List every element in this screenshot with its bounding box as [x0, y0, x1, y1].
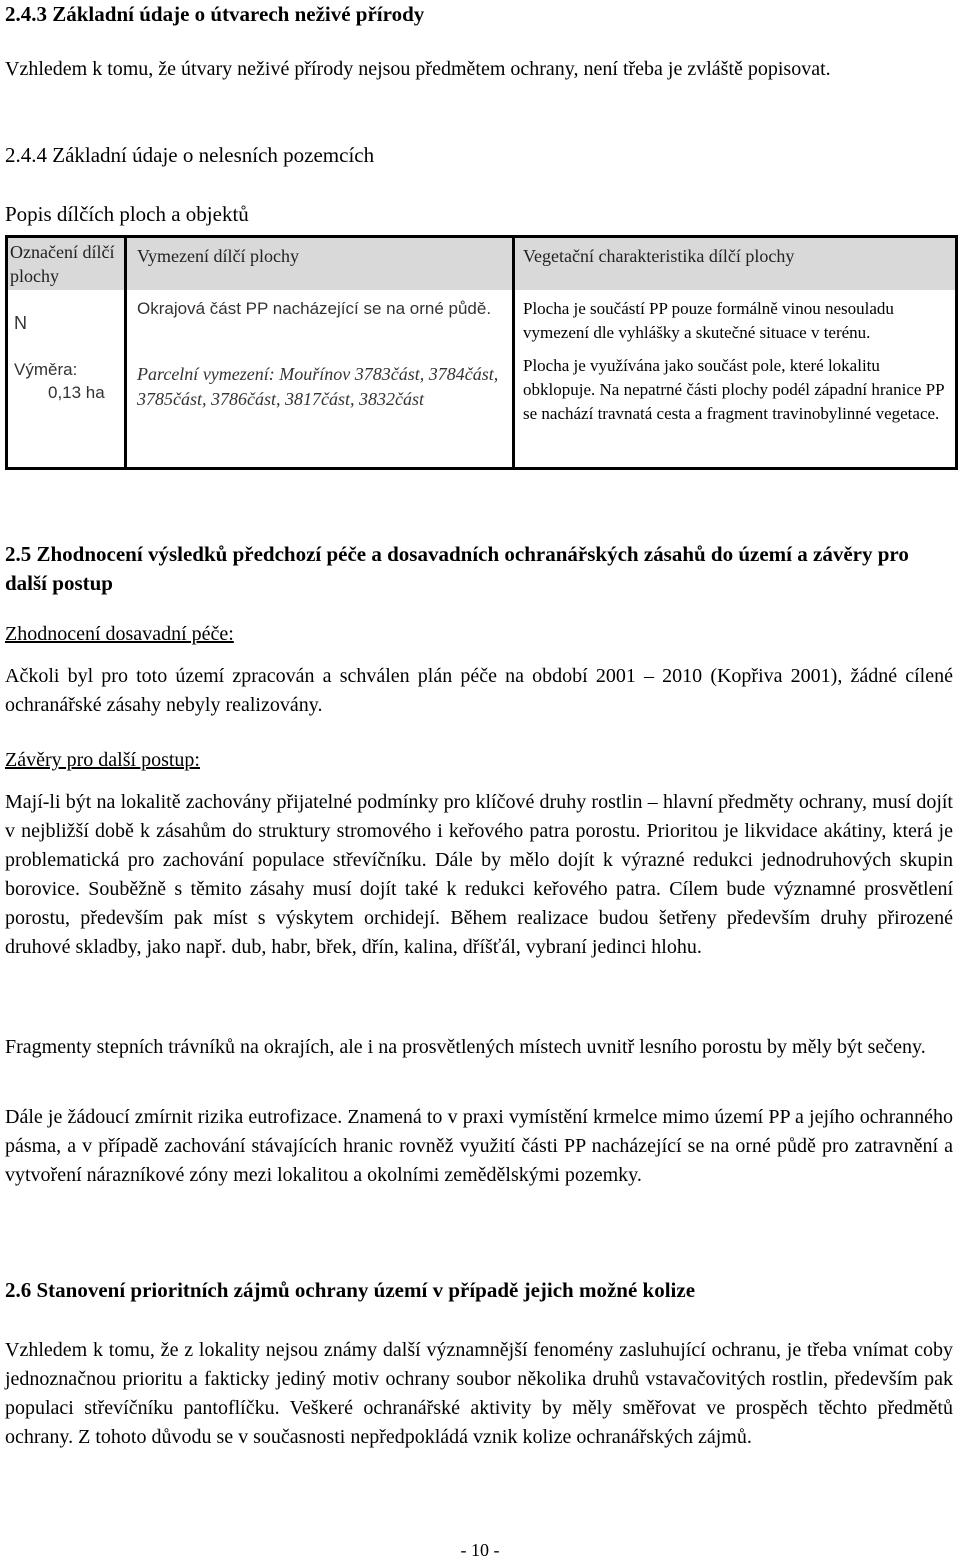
table-header-cell [7, 237, 126, 291]
header-plot-extent: Vymezení dílčí plochy [137, 246, 299, 266]
conclusions-paragraph-1: Mají-li být na lokalitě zachovány přijatelné podmínky pro klíčové druhy rostlin – hlavní předměty ochrany, musí dojít v nejbližší době k zásahům do struktury stromového i keřového patra porostu. Prioritou je likvidace akátiny, která je problematická pro zachování populace střevíčníku. Dále by mělo dojít k výrazné redukci jednodruhových skupin borovice. Souběžně s těmito zásahy musí dojít také k redukci keřového patra. Cílem bude významné prosvětlení porostu, především pak míst s výskytem orchidejí. Během realizace budou šetřeny především druhy přirozené druhové skladby, jako např. dub, habr, břek, dřín, kalina, dříšťál, vybraní jedinci hlohu. [5, 791, 953, 958]
table-header-cell [126, 237, 514, 291]
conclusions-paragraph-3: Dále je žádoucí zmírnit rizika eutrofizace. Znamená to v praxi vymístění krmelce mimo území PP a jejího ochranného pásma, a v případě zachování stávajících hranic rovněž využití části PP nacházející se na orné půdě pro zatravnění a vytvoření nárazníkové zóny mezi lokalitou a okolními zemědělskými pozemky. [5, 1106, 953, 1186]
evaluation-text: Ačkoli byl pro toto území zpracován a schválen plán péče na období 2001 – 2010 (Kopřiva 2001), žádné cílené ochranářské zásahy nebyly realizovány. [5, 665, 953, 716]
section-2-4-3-text: Vzhledem k tomu, že útvary neživé přírody nejsou předmětem ochrany, není třeba je zvláště popisovat. [5, 58, 831, 80]
section-2-5-title: 2.5 Zhodnocení výsledků předchozí péče a dosavadních ochranářských zásahů do území a závěry pro další postup [5, 542, 909, 595]
section-2-4-3-title: 2.4.3 Základní údaje o útvarech neživé přírody [5, 2, 425, 26]
header-vegetation: Vegetační charakteristika dílčí plochy [523, 246, 795, 266]
table-cell [126, 290, 514, 352]
table-cell [7, 352, 126, 468]
parcels-text: Parcelní vymezení: Mouřínov 3783část, 3784část, 3785část, 3786část, 3817část, 3832část [137, 364, 499, 409]
vegetation-text-1: Plocha je součástí PP pouze formálně vinou nesouladu vymezení dle vyhlášky a skutečné situace v terénu. [523, 299, 894, 342]
plot-extent-text: Okrajová část PP nacházející se na orné půdě. [137, 299, 492, 318]
section-2-6-title: 2.6 Stanovení prioritních zájmů ochrany území v případě jejich možné kolize [5, 1278, 696, 1302]
section-2-6-text: Vzhledem k tomu, že z lokality nejsou známy další významnější fenomény zasluhující ochranu, je třeba vnímat coby jednoznačnou prioritu a fakticky jediný motiv ochrany soubor několika druhů vstavačovitých rostlin, především pak populaci střevíčníku pantoflíčku. Veškeré ochranářské aktivity by měly směřovat ve prospěch těchto předmětů ochrany. Z tohoto důvodu se v současnosti nepředpokládá vznik kolize ochranářských zájmů. [5, 1339, 953, 1448]
evaluation-heading: Zhodnocení dosavadní péče: [5, 623, 234, 645]
conclusions-heading: Závěry pro další postup: [5, 749, 200, 771]
table-cell [514, 290, 957, 352]
table-header-cell [514, 237, 957, 291]
section-2-4-4-subtitle: Popis dílčích ploch a objektů [5, 202, 249, 226]
header-plot-designation: Označení dílčí plochy [10, 242, 115, 286]
vegetation-text-2: Plocha je využívána jako součást pole, které lokalitu obklopuje. Na nepatrné části plochy podél západní hranice PP se nachází travnatá cesta a fragment travinobylinné vegetace. [523, 356, 944, 423]
conclusions-paragraph-2: Fragmenty stepních trávníků na okrajích, ale i na prosvětlených místech uvnitř lesního porostu by měly být sečeny. [5, 1036, 926, 1058]
table-cell [7, 290, 126, 352]
table-cell [514, 352, 957, 468]
plots-table [5, 235, 958, 470]
section-2-4-4-title: 2.4.4 Základní údaje o nelesních pozemcích [5, 143, 375, 167]
table-cell [126, 352, 514, 468]
area-value: 0,13 ha [48, 383, 105, 402]
area-label: Výměra: [14, 360, 78, 379]
page-number: - 10 - [460, 1540, 500, 1560]
plot-id: N [14, 313, 27, 333]
